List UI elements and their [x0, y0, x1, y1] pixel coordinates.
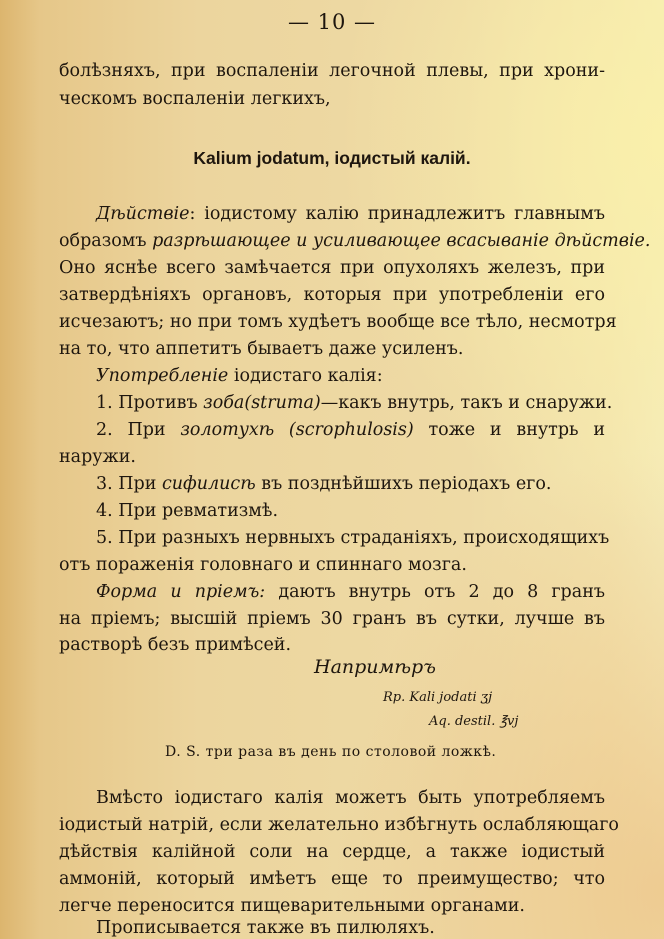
alt-line-1: Вмѣсто іодистаго калія можетъ быть употребляемъ: [96, 788, 605, 808]
action-line-1: [96, 203, 605, 225]
usage-label: Употребленіе: [96, 366, 229, 386]
pills-line: Прописывается также въ пилюляхъ.: [96, 918, 435, 938]
action-label: Дѣйствіе: [96, 204, 190, 224]
alt-line-2: іодистый натрій, если желательно избѣгнуть ослабляющаго: [59, 815, 619, 835]
dosage-line-3: растворѣ безъ примѣсей.: [59, 635, 292, 655]
usage-item-4: 4. При ревматизмѣ.: [96, 501, 279, 521]
dosage-label: Форма и пріемъ:: [96, 582, 266, 602]
action-text: : іодистому калію принадлежитъ главнымъ: [189, 204, 605, 224]
usage-item-2-cont: наружи.: [59, 447, 136, 467]
action-line-2: [59, 230, 651, 252]
signature-line: D. S. три раза въ день по столовой ложкѣ.: [165, 744, 497, 760]
dosage-line-2: на пріемъ; высшій пріемъ 30 гранъ въ сутки, лучше въ: [59, 609, 605, 629]
usage-heading: [96, 365, 605, 387]
rx-line-2: Aq. destil. ℥vj: [429, 714, 519, 729]
alt-line-5: легче переносится пищеварительными органами.: [59, 896, 525, 916]
action-text: образомъ: [59, 231, 153, 251]
intro-line-1: болѣзняхъ, при воспаленіи легочной плевы, при хрони-: [59, 61, 605, 81]
dosage-line-1: Форма и пріемъ: даютъ внутрь отъ 2 до 8 гранъ: [96, 582, 605, 602]
usage-item-2: 2. При золотухѣ (scrophulosis) тоже и внутрь и: [96, 420, 605, 440]
alt-line-3: дѣйствія калійной соли на сердце, а также іодистый: [59, 842, 605, 862]
action-line-6: на то, что аппетитъ бываетъ даже усиленъ.: [59, 339, 464, 359]
intro-line-2: ческомъ воспаленіи легкихъ,: [59, 89, 331, 109]
usage-item-5-cont: отъ пораженія головнаго и спиннаго мозга.: [59, 555, 467, 575]
usage-label-rest: іодистаго калія:: [228, 366, 383, 386]
usage-item-5: 5. При разныхъ нервныхъ страданіяхъ, происходящихъ: [96, 528, 610, 548]
action-line-4: затвердѣніяхъ органовъ, которыя при употребленіи его: [59, 285, 605, 305]
usage-item-3: 3. При сифилисѣ въ позднѣйшихъ періодахъ его.: [96, 474, 552, 494]
action-line-5: исчезаютъ; но при томъ худѣетъ вообще все тѣло, несмотря: [59, 312, 617, 332]
action-line-3: Оно яснѣе всего замѣчается при опухоляхъ железъ, при: [59, 258, 605, 278]
action-emphasis: разрѣшающее и усиливающее всасываніе дѣйствіе.: [152, 231, 651, 251]
example-label: Напримѣръ: [314, 656, 436, 678]
section-title: Kalium jodatum, іодистый калій.: [193, 148, 471, 168]
alt-line-4: аммоній, который имѣетъ еще то преимущество; что: [59, 869, 605, 889]
usage-item-1: 1. Противъ зоба(struma)—какъ внутрь, такъ и снаружи.: [96, 393, 613, 413]
rx-line-1: Rp. Kali jodati ʒj: [383, 690, 493, 705]
page-number: — 10 —: [287, 10, 377, 34]
